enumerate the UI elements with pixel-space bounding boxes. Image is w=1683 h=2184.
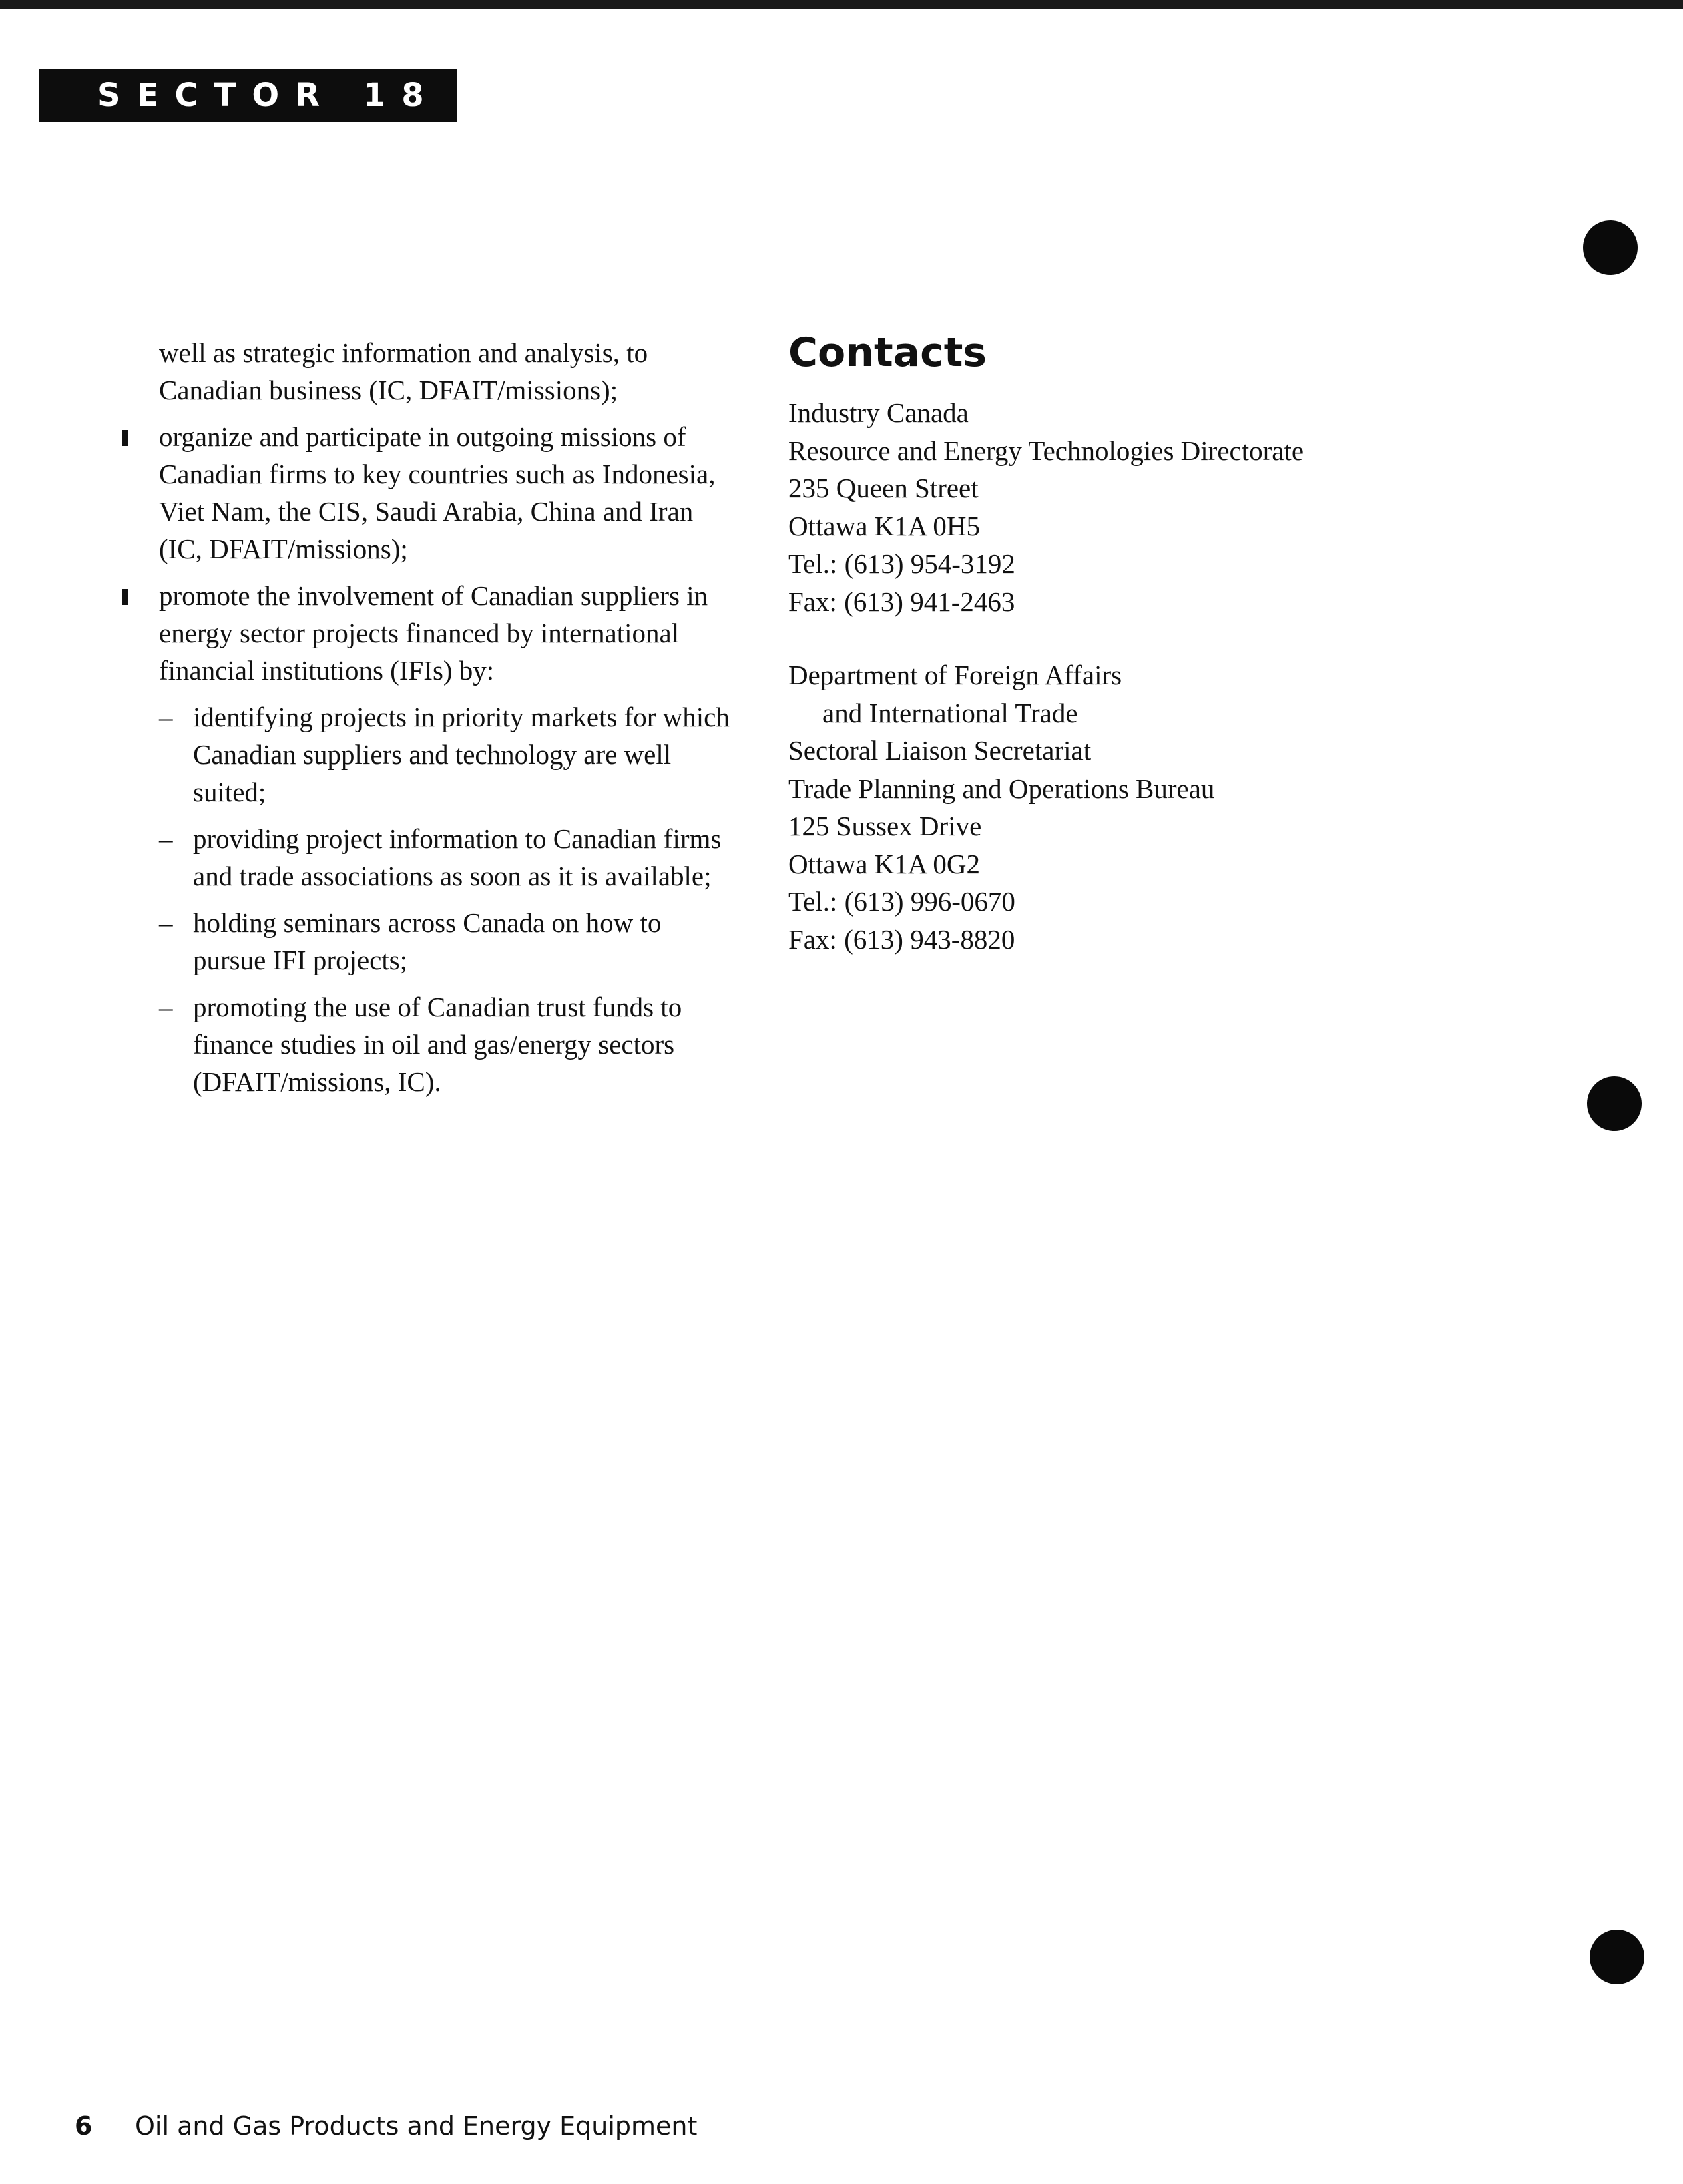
bullet-item-ifi-projects (159, 577, 733, 1100)
binder-hole-bottom (1590, 1930, 1644, 1984)
bullet-marker (122, 430, 128, 446)
directorate-name: Resource and Energy Technologies Directorate (788, 435, 1304, 466)
contacts-heading: Contacts (788, 329, 987, 376)
industry-canada-address (788, 394, 1523, 620)
publication-title: Oil and Gas Products and Energy Equipment (135, 2111, 698, 2141)
bullet-marker (122, 589, 128, 605)
top-rule (0, 0, 1683, 9)
city-postal-code: Ottawa K1A 0G2 (788, 848, 980, 879)
dash-marker: – (159, 702, 173, 732)
street-address: 125 Sussex Drive (788, 811, 982, 841)
fax-number: Fax: (613) 941-2463 (788, 586, 1015, 617)
contacts-section (788, 327, 1523, 958)
dash-marker: – (159, 992, 173, 1022)
left-column (159, 334, 733, 1100)
binder-hole-middle (1587, 1076, 1642, 1131)
sub-list (159, 698, 733, 1100)
city-postal-code: Ottawa K1A 0H5 (788, 510, 980, 541)
binder-hole-top (1583, 220, 1638, 275)
telephone-number: Tel.: (613) 996-0670 (788, 886, 1015, 917)
secretariat-name: Sectoral Liaison Secretariat (788, 735, 1092, 766)
sector-banner: SECTOR 18 (39, 69, 457, 122)
continuation-paragraph: well as strategic information and analysis, to Canadian business (IC, DFAIT/missions); (159, 337, 648, 405)
organization-name-continued: and International Trade (822, 697, 1078, 728)
sub-item-identifying-projects (159, 698, 733, 811)
sub-item-text: identifying projects in priority markets for which Canadian suppliers and technology are well suited; (193, 702, 730, 807)
street-address: 235 Queen Street (788, 473, 979, 503)
sub-item-providing-information (159, 820, 733, 895)
sub-item-text: providing project information to Canadian firms and trade associations as soon as it is available; (193, 823, 722, 891)
sub-item-trust-funds (159, 988, 733, 1100)
telephone-number: Tel.: (613) 954-3192 (788, 548, 1015, 579)
bullet-text: promote the involvement of Canadian suppliers in energy sector projects financed by international financial institutions (IFIs) by: (159, 580, 708, 686)
dfait-address (788, 656, 1523, 958)
page-number: 6 (75, 2111, 93, 2141)
organization-name: Department of Foreign Affairs (788, 660, 1122, 690)
bullet-text: organize and participate in outgoing missions of Canadian firms to key countries such as Indonesia, Viet Nam, the CIS, Saudi Arabia, China and Iran (IC, DFAIT/missions); (159, 421, 716, 564)
bureau-name: Trade Planning and Operations Bureau (788, 773, 1215, 804)
page-footer (75, 2110, 697, 2142)
dash-marker: – (159, 907, 173, 938)
sub-item-text: promoting the use of Canadian trust funds to finance studies in oil and gas/energy sectors (DFAIT/missions, IC). (193, 992, 682, 1097)
dash-marker: – (159, 823, 173, 854)
sub-item-text: holding seminars across Canada on how to pursue IFI projects; (193, 907, 662, 975)
organization-name: Industry Canada (788, 397, 969, 428)
fax-number: Fax: (613) 943-8820 (788, 923, 1015, 955)
sub-item-holding-seminars (159, 904, 733, 979)
bullet-item-missions (159, 418, 733, 568)
